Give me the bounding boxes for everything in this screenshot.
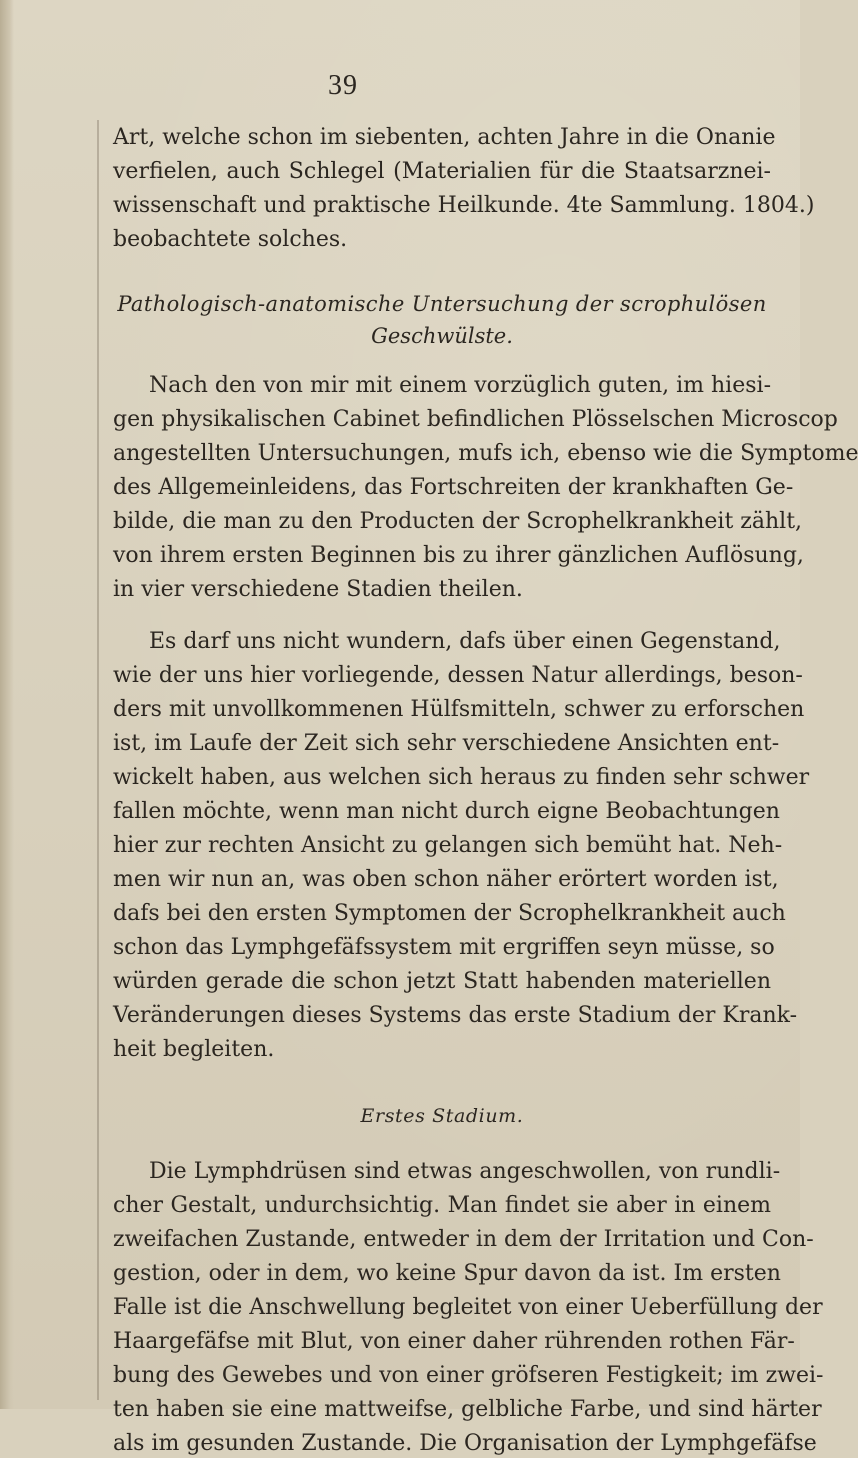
text-line: gestion, oder in dem, wo keine Spur davon da ist. Im ersten [113,1261,781,1286]
text-line: Art, welche schon im siebenten, achten Jahre in die Onanie [113,125,776,150]
text-line: des Allgemeinleidens, das Fortschreiten der krankhaften Ge- [113,475,794,500]
text-line: heit begleiten. [113,1037,275,1062]
text-line: wissenschaft und praktische Heilkunde. 4te Sammlung. 1804.) [113,193,815,218]
text-line: ist, im Laufe der Zeit sich sehr verschiedene Ansichten ent- [113,731,780,756]
text-line: Falle ist die Anschwellung begleitet von einer Ueberfüllung der [113,1295,823,1320]
text-line: bung des Gewebes und von einer gröfseren Festigkeit; im zwei- [113,1363,824,1388]
text-line: wickelt haben, aus welchen sich heraus zu finden sehr schwer [113,765,810,790]
text-line: schon das Lymphgefäfssystem mit ergriffen seyn müsse, so [113,935,775,960]
text-line: gen physikalischen Cabinet befindlichen Plösselschen Microscop [113,407,838,432]
subsection-heading: Erstes Stadium. [360,1105,524,1127]
text-line: ten haben sie eine mattweifse, gelbliche Farbe, und sind härter [113,1397,822,1422]
text-line: dafs bei den ersten Symptomen der Scrophelkrankheit auch [113,901,786,926]
page-number: 39 [328,70,358,101]
text-line: men wir nun an, was oben schon näher erörtert worden ist, [113,867,779,892]
text-line: bilde, die man zu den Producten der Scrophelkrankheit zählt, [113,509,803,534]
text-line: als im gesunden Zustande. Die Organisation der Lymphgefäfse [113,1431,817,1456]
text-line: verfielen, auch Schlegel (Materialien für die Staatsarznei- [113,159,771,184]
text-line: Nach den von mir mit einem vorzüglich guten, im hiesi- [149,373,771,398]
section-heading-line-2: Geschwülste. [371,324,513,348]
text-line: Veränderungen dieses Systems das erste Stadium der Krank- [113,1003,797,1028]
margin-rule [97,120,99,1400]
text-line: cher Gestalt, undurchsichtig. Man findet sie aber in einem [113,1193,771,1218]
text-line: hier zur rechten Ansicht zu gelangen sich bemüht hat. Neh- [113,833,783,858]
text-line: beobachtete solches. [113,227,348,252]
text-line: Es darf uns nicht wundern, dafs über einen Gegenstand, [149,629,781,654]
text-line: in vier verschiedene Stadien theilen. [113,577,523,602]
text-line: Haargefäfse mit Blut, von einer daher rührenden rothen Fär- [113,1329,795,1354]
section-heading-line-1: Pathologisch-anatomische Untersuchung der scrophulösen [117,292,767,316]
text-line: Die Lymphdrüsen sind etwas angeschwollen, von rundli- [149,1159,781,1184]
text-line: fallen möchte, wenn man nicht durch eigne Beobachtungen [113,799,780,824]
text-line: würden gerade die schon jetzt Statt habenden materiellen [113,969,771,994]
text-line: angestellten Untersuchungen, mufs ich, ebenso wie die Symptome [113,441,858,466]
page-binding-edge [0,0,14,1409]
text-line: ders mit unvollkommenen Hülfsmitteln, schwer zu erforschen [113,697,805,722]
text-line: zweifachen Zustande, entweder in dem der Irritation und Con- [113,1227,814,1252]
text-line: wie der uns hier vorliegende, dessen Natur allerdings, beson- [113,663,803,688]
text-line: von ihrem ersten Beginnen bis zu ihrer gänzlichen Auflösung, [113,543,804,568]
